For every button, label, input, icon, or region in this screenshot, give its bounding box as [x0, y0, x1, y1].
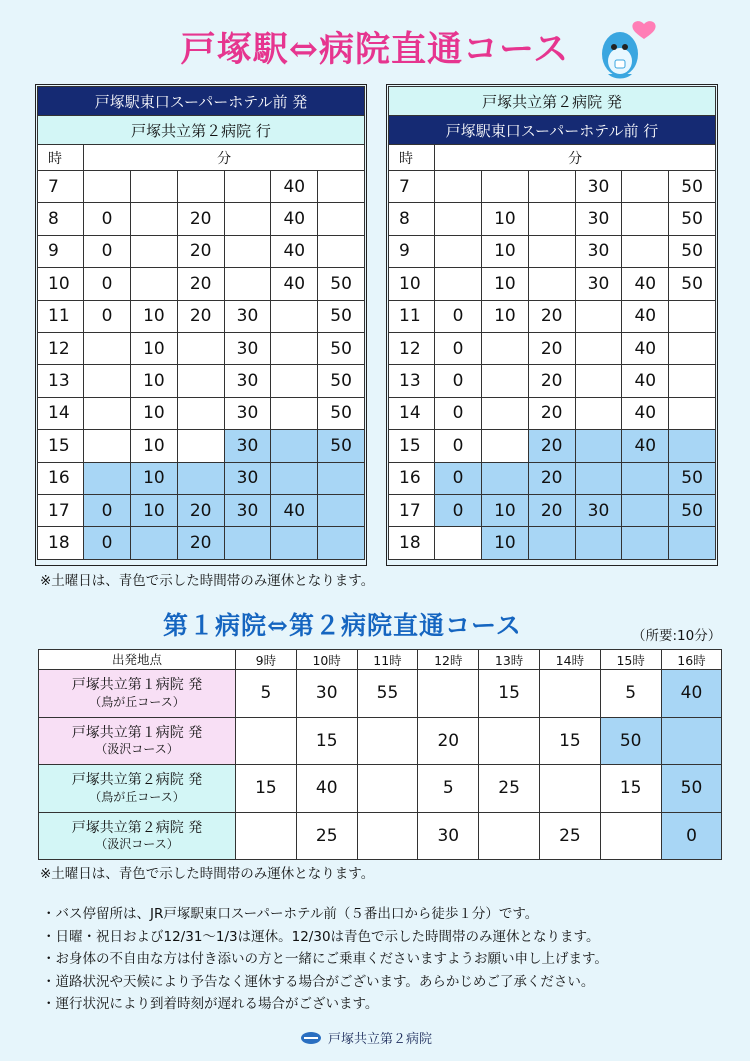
minute-cell: [481, 430, 528, 462]
minute-cell: [177, 171, 224, 203]
notice-list: [42, 903, 608, 1016]
hour-cell: 11: [38, 300, 84, 332]
minute-cell: 0: [435, 494, 482, 526]
minute-cell: [84, 462, 131, 494]
minute-cell: 40: [622, 300, 669, 332]
minute-cell: [481, 332, 528, 364]
timetable-right-header-to: 戸塚駅東口スーパーホテル前 行: [389, 116, 716, 145]
departure-label: [39, 717, 236, 765]
minute-cell: [177, 365, 224, 397]
minute-cell: 10: [481, 203, 528, 235]
hour-cell: 11: [389, 300, 435, 332]
minute-cell: 20: [528, 300, 575, 332]
minute-cell: 40: [661, 670, 722, 718]
minute-cell: 30: [575, 494, 622, 526]
minute-cell: [84, 332, 131, 364]
minute-cell: [622, 494, 669, 526]
table-row: [38, 494, 365, 526]
minute-cell: [271, 365, 318, 397]
minute-cell: 50: [669, 462, 716, 494]
table-row: [389, 268, 716, 300]
course-name: （鳥が丘コース）: [89, 694, 185, 709]
table-row: [38, 527, 365, 559]
minute-cell: 10: [130, 430, 177, 462]
minute-cell: [575, 300, 622, 332]
minute-cell: [669, 365, 716, 397]
timetable-left-header-from: 戸塚駅東口スーパーホテル前 発: [38, 87, 365, 116]
minute-cell: 30: [224, 397, 271, 429]
minute-cell: [177, 430, 224, 462]
minute-cell: [575, 397, 622, 429]
minute-cell: 30: [575, 203, 622, 235]
minute-cell: [622, 171, 669, 203]
minute-cell: [236, 717, 297, 765]
minute-cell: 10: [481, 235, 528, 267]
table-row: [38, 365, 365, 397]
minute-cell: [130, 527, 177, 559]
table-row: [389, 235, 716, 267]
timetable-right-header-from: 戸塚共立第２病院 発: [389, 87, 716, 116]
departure-name: 戸塚共立第２病院 発: [71, 819, 203, 836]
minute-cell: [84, 397, 131, 429]
minute-cell: 20: [528, 494, 575, 526]
hour-cell: 9: [38, 235, 84, 267]
hour-header: 15時: [600, 650, 661, 670]
minute-cell: 30: [224, 300, 271, 332]
minute-cell: 5: [600, 670, 661, 718]
table-row: [39, 670, 722, 718]
table-row: [389, 527, 716, 559]
hour-cell: 7: [38, 171, 84, 203]
minute-cell: [224, 203, 271, 235]
minute-cell: [224, 268, 271, 300]
col-minute: 分: [84, 145, 365, 171]
minute-cell: [318, 494, 365, 526]
minute-cell: [481, 397, 528, 429]
hour-cell: 14: [38, 397, 84, 429]
minute-cell: 10: [130, 462, 177, 494]
minute-cell: 20: [528, 332, 575, 364]
dolphin-mascot-icon: [594, 14, 664, 84]
minute-cell: [669, 300, 716, 332]
table-row: [389, 203, 716, 235]
minute-cell: [318, 171, 365, 203]
minute-cell: 0: [84, 494, 131, 526]
minute-cell: 40: [271, 268, 318, 300]
minute-cell: 50: [661, 765, 722, 813]
minute-cell: [435, 171, 482, 203]
minute-cell: 0: [661, 812, 722, 860]
minute-cell: 20: [177, 235, 224, 267]
minute-cell: 40: [622, 430, 669, 462]
minute-cell: 5: [418, 765, 479, 813]
minute-cell: 30: [224, 365, 271, 397]
minute-cell: [224, 171, 271, 203]
minute-cell: [84, 430, 131, 462]
table-row: [389, 332, 716, 364]
departure-name: 戸塚共立第１病院 発: [71, 724, 203, 741]
table-row: [38, 300, 365, 332]
minute-cell: [357, 765, 418, 813]
minute-cell: [357, 812, 418, 860]
hour-cell: 8: [389, 203, 435, 235]
hour-cell: 18: [389, 527, 435, 559]
table-row: [38, 332, 365, 364]
minute-cell: 50: [318, 268, 365, 300]
minute-cell: [600, 812, 661, 860]
minute-cell: [481, 365, 528, 397]
direct-course-title: 第１病院⇔第２病院直通コース: [163, 611, 522, 640]
minute-cell: [481, 462, 528, 494]
minute-cell: 30: [224, 332, 271, 364]
minute-cell: 25: [539, 812, 600, 860]
header-departure: 出発地点: [39, 650, 236, 670]
saturday-note-2: ※土曜日は、青色で示した時間帯のみ運休となります。: [40, 866, 375, 882]
table-row: [38, 462, 365, 494]
hour-cell: 12: [389, 332, 435, 364]
minute-cell: 10: [130, 494, 177, 526]
minute-cell: 50: [669, 203, 716, 235]
minute-cell: 15: [539, 717, 600, 765]
table-row: [38, 171, 365, 203]
minute-cell: 30: [575, 171, 622, 203]
minute-cell: 20: [177, 268, 224, 300]
hour-header: 12時: [418, 650, 479, 670]
minute-cell: 20: [528, 397, 575, 429]
minute-cell: 20: [528, 430, 575, 462]
minute-cell: 10: [130, 332, 177, 364]
minute-cell: [130, 203, 177, 235]
minute-cell: 30: [296, 670, 357, 718]
duration-label: （所要:10分）: [632, 628, 722, 644]
minute-cell: 10: [481, 527, 528, 559]
notice-item: ・運行状況により到着時刻が遅れる場合がございます。: [42, 996, 379, 1012]
hospital-logo-icon: [300, 1031, 322, 1045]
minute-cell: 30: [575, 268, 622, 300]
hour-cell: 14: [389, 397, 435, 429]
minute-cell: 55: [357, 670, 418, 718]
hour-header: 10時: [296, 650, 357, 670]
minute-cell: 50: [318, 300, 365, 332]
minute-cell: 10: [130, 397, 177, 429]
minute-cell: 0: [84, 300, 131, 332]
direct-course-table: [38, 649, 722, 860]
course-name: （鳥が丘コース）: [89, 789, 185, 804]
minute-cell: [224, 527, 271, 559]
minute-cell: 10: [130, 300, 177, 332]
table-row: [38, 203, 365, 235]
table-row: [389, 300, 716, 332]
table-row: [38, 268, 365, 300]
page-title: 戸塚駅⇔病院直通コース: [180, 29, 570, 70]
minute-cell: 20: [177, 300, 224, 332]
minute-cell: 25: [296, 812, 357, 860]
minute-cell: [357, 717, 418, 765]
timetable-right: [388, 86, 716, 560]
minute-cell: [622, 527, 669, 559]
minute-cell: 40: [622, 268, 669, 300]
table-row: [389, 397, 716, 429]
minute-cell: [84, 365, 131, 397]
minute-cell: 15: [600, 765, 661, 813]
hour-header: 13時: [479, 650, 540, 670]
table-row: [39, 812, 722, 860]
minute-cell: 50: [318, 332, 365, 364]
minute-cell: 25: [479, 765, 540, 813]
hour-cell: 13: [38, 365, 84, 397]
minute-cell: 30: [418, 812, 479, 860]
hour-cell: 9: [389, 235, 435, 267]
notice-item: ・日曜・祝日および12/31～1/3は運休。12/30は青色で示した時間帯のみ運休となります。: [42, 928, 600, 945]
minute-cell: [224, 235, 271, 267]
minute-cell: 30: [224, 462, 271, 494]
minute-cell: [528, 268, 575, 300]
minute-cell: 50: [669, 494, 716, 526]
minute-cell: 20: [177, 494, 224, 526]
hour-cell: 16: [389, 462, 435, 494]
minute-cell: 0: [435, 430, 482, 462]
table-row: [389, 171, 716, 203]
minute-cell: 50: [669, 235, 716, 267]
hour-cell: 15: [38, 430, 84, 462]
minute-cell: 20: [528, 365, 575, 397]
minute-cell: [575, 332, 622, 364]
minute-cell: [528, 171, 575, 203]
minute-cell: 40: [622, 365, 669, 397]
minute-cell: 50: [318, 365, 365, 397]
minute-cell: [271, 332, 318, 364]
minute-cell: [318, 203, 365, 235]
minute-cell: 20: [177, 527, 224, 559]
col-hour: 時: [389, 145, 435, 171]
minute-cell: [575, 365, 622, 397]
hour-cell: 10: [389, 268, 435, 300]
minute-cell: [479, 717, 540, 765]
minute-cell: [528, 235, 575, 267]
table-row: [389, 430, 716, 462]
saturday-note: ※土曜日は、青色で示した時間帯のみ運休となります。: [40, 573, 375, 589]
minute-cell: [418, 670, 479, 718]
minute-cell: [318, 462, 365, 494]
table-row: [389, 462, 716, 494]
departure-name: 戸塚共立第１病院 発: [71, 677, 203, 693]
minute-cell: 40: [296, 765, 357, 813]
minute-cell: 10: [481, 494, 528, 526]
hour-cell: 17: [389, 494, 435, 526]
minute-cell: 20: [528, 462, 575, 494]
table-row: [389, 365, 716, 397]
departure-name: 戸塚共立第２病院 発: [71, 772, 203, 788]
col-minute: 分: [435, 145, 716, 171]
minute-cell: [271, 430, 318, 462]
minute-cell: 50: [318, 430, 365, 462]
minute-cell: [669, 397, 716, 429]
minute-cell: [177, 332, 224, 364]
hour-header: 14時: [539, 650, 600, 670]
minute-cell: [622, 235, 669, 267]
minute-cell: [271, 300, 318, 332]
minute-cell: [130, 171, 177, 203]
minute-cell: [435, 268, 482, 300]
minute-cell: [130, 235, 177, 267]
minute-cell: [528, 527, 575, 559]
minute-cell: [177, 462, 224, 494]
minute-cell: [481, 171, 528, 203]
minute-cell: [669, 332, 716, 364]
minute-cell: 0: [435, 397, 482, 429]
minute-cell: 40: [271, 171, 318, 203]
hour-cell: 10: [38, 268, 84, 300]
minute-cell: 20: [418, 717, 479, 765]
minute-cell: [528, 203, 575, 235]
departure-label: [39, 670, 236, 718]
minute-cell: [236, 812, 297, 860]
notice-item: ・お身体の不自由な方は付き添いの方と一緒にご乗車くださいますようお願い申し上げます。: [42, 951, 608, 967]
minute-cell: [539, 670, 600, 718]
minute-cell: 50: [669, 171, 716, 203]
minute-cell: 30: [575, 235, 622, 267]
table-row: [38, 430, 365, 462]
minute-cell: 0: [435, 365, 482, 397]
minute-cell: 40: [271, 203, 318, 235]
minute-cell: [575, 430, 622, 462]
hour-cell: 13: [389, 365, 435, 397]
minute-cell: [84, 171, 131, 203]
minute-cell: [177, 397, 224, 429]
hour-header: 9時: [236, 650, 297, 670]
footer: [300, 1028, 432, 1047]
timetable-left-header-to: 戸塚共立第２病院 行: [38, 116, 365, 145]
hour-cell: 17: [38, 494, 84, 526]
table-row: [39, 717, 722, 765]
minute-cell: 10: [130, 365, 177, 397]
departure-label: [39, 765, 236, 813]
minute-cell: 30: [224, 430, 271, 462]
minute-cell: 0: [84, 268, 131, 300]
minute-cell: 15: [236, 765, 297, 813]
minute-cell: [539, 765, 600, 813]
minute-cell: [622, 203, 669, 235]
minute-cell: [318, 527, 365, 559]
notice-item: ・バス停留所は、JR戸塚駅東口スーパーホテル前（５番出口から徒歩１分）です。: [42, 906, 539, 922]
minute-cell: [669, 430, 716, 462]
minute-cell: 10: [481, 300, 528, 332]
minute-cell: [435, 235, 482, 267]
minute-cell: [661, 717, 722, 765]
minute-cell: [435, 527, 482, 559]
footer-hospital-name: 戸塚共立第２病院: [328, 1032, 433, 1047]
minute-cell: 40: [271, 235, 318, 267]
minute-cell: 15: [296, 717, 357, 765]
col-hour: 時: [38, 145, 84, 171]
minute-cell: 10: [481, 268, 528, 300]
minute-cell: [575, 527, 622, 559]
hour-header: 16時: [661, 650, 722, 670]
hour-cell: 8: [38, 203, 84, 235]
minute-cell: [479, 812, 540, 860]
minute-cell: 20: [177, 203, 224, 235]
minute-cell: [575, 462, 622, 494]
minute-cell: 0: [435, 332, 482, 364]
minute-cell: 5: [236, 670, 297, 718]
minute-cell: 40: [622, 332, 669, 364]
departure-label: [39, 812, 236, 860]
minute-cell: [318, 235, 365, 267]
minute-cell: 0: [84, 527, 131, 559]
minute-cell: [271, 397, 318, 429]
hour-cell: 16: [38, 462, 84, 494]
minute-cell: 50: [669, 268, 716, 300]
minute-cell: [669, 527, 716, 559]
minute-cell: [271, 462, 318, 494]
timetable-left: [37, 86, 365, 560]
minute-cell: 50: [318, 397, 365, 429]
table-row: [38, 235, 365, 267]
hour-cell: 18: [38, 527, 84, 559]
minute-cell: 50: [600, 717, 661, 765]
hour-cell: 7: [389, 171, 435, 203]
table-row: [39, 765, 722, 813]
minute-cell: 15: [479, 670, 540, 718]
minute-cell: [622, 462, 669, 494]
minute-cell: 40: [271, 494, 318, 526]
hour-header: 11時: [357, 650, 418, 670]
notice-item: ・道路状況や天候により予告なく運休する場合がございます。あらかじめご了承ください。: [42, 973, 595, 990]
minute-cell: 0: [435, 462, 482, 494]
minute-cell: [130, 268, 177, 300]
table-row: [389, 494, 716, 526]
minute-cell: 0: [84, 235, 131, 267]
course-name: （汲沢コース）: [95, 742, 179, 756]
minute-cell: 0: [435, 300, 482, 332]
table-row: [38, 397, 365, 429]
course-name: （汲沢コース）: [95, 837, 179, 851]
minute-cell: [435, 203, 482, 235]
hour-cell: 15: [389, 430, 435, 462]
minute-cell: [271, 527, 318, 559]
minute-cell: 0: [84, 203, 131, 235]
minute-cell: 40: [622, 397, 669, 429]
hour-cell: 12: [38, 332, 84, 364]
minute-cell: 30: [224, 494, 271, 526]
